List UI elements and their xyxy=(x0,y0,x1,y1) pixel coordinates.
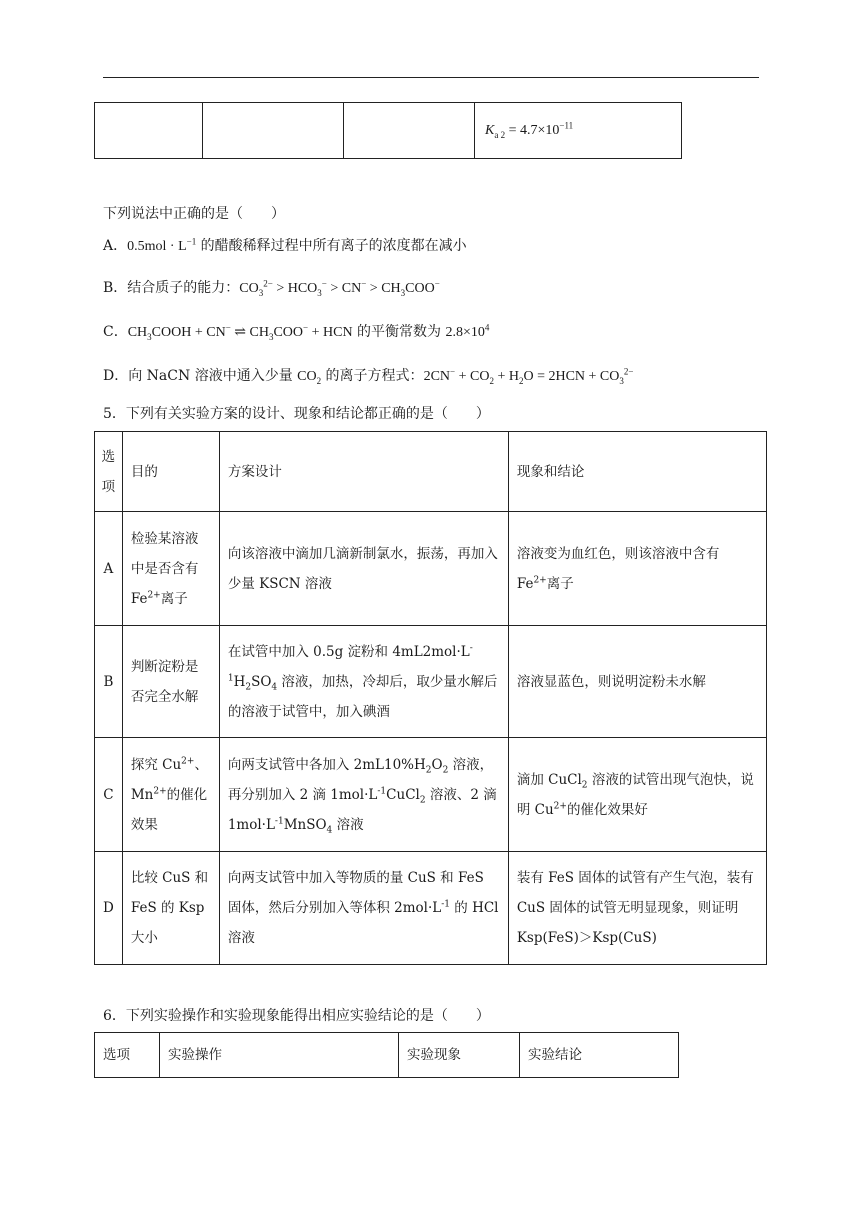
ka2-cell: $K_{a 2} = 4.7\times 10^{-11}$ xyxy=(475,103,682,159)
result-cell: 溶液显蓝色，则说明淀粉未水解 xyxy=(508,626,766,738)
header-result: 现象和结论 xyxy=(508,432,766,512)
purpose-cell: 比较 CuS 和 FeS 的 Ksp 大小 xyxy=(122,852,219,965)
table-row xyxy=(95,512,767,626)
result-cell: 滴加 CuCl$_2$ 溶液的试管出现气泡快，说明 $Cu^{2+}$的催化效果好 xyxy=(508,738,766,852)
table-row xyxy=(95,626,767,738)
table-header-row xyxy=(95,432,767,512)
header-option: 选项 xyxy=(95,432,123,512)
result-cell: 溶液变为血红色，则该溶液中含有 $Fe^{2+}$离子 xyxy=(508,512,766,626)
q4-option-b[interactable]: B．结合质子的能力：$CO_3^{2-} > HCO_3^- > CN^- > CH_3COO^-$ xyxy=(103,278,440,298)
header-option: 选项 xyxy=(95,1033,160,1078)
result-cell: 装有 FeS 固体的试管有产生气泡，装有 CuS 固体的试管无明显现象，则证明 Ksp(FeS)＞Ksp(CuS) xyxy=(508,852,766,965)
header-purpose: 目的 xyxy=(122,432,219,512)
table-row xyxy=(95,738,767,852)
table-row xyxy=(95,852,767,965)
header-conclusion: 实验结论 xyxy=(520,1033,679,1078)
header-phenomenon: 实验现象 xyxy=(399,1033,520,1078)
header-rule xyxy=(103,77,759,78)
purpose-cell: 检验某溶液中是否含有 $Fe^{2+}$离子 xyxy=(122,512,219,626)
option-label: D xyxy=(95,852,123,965)
empty-cell xyxy=(344,103,475,159)
q6-stem: 6．下列实验操作和实验现象能得出相应实验结论的是（ ） xyxy=(103,1008,490,1024)
q5-stem: 5．下列有关实验方案的设计、现象和结论都正确的是（ ） xyxy=(103,406,490,422)
header-design: 方案设计 xyxy=(219,432,508,512)
purpose-cell: 探究 $Cu^{2+}$、$Mn^{2+}$的催化效果 xyxy=(122,738,219,852)
ka-table-fragment xyxy=(94,102,682,159)
q4-option-a[interactable]: A．$0.5mol \cdot L^{-1}$ 的醋酸稀释过程中所有离子的浓度都在减小 xyxy=(103,236,467,254)
header-operation: 实验操作 xyxy=(160,1033,399,1078)
q4-option-c[interactable]: C．$CH_3COOH + CN^-$ ⇌ $CH_3COO^-$ + HCN 的平衡常数为 $2.8\times 10^4$ xyxy=(103,322,490,342)
purpose-cell: 判断淀粉是否完全水解 xyxy=(122,626,219,738)
q5-table xyxy=(94,431,767,965)
option-label: C xyxy=(95,738,123,852)
empty-cell xyxy=(95,103,203,159)
q4-stem: 下列说法中正确的是（ ） xyxy=(103,206,285,222)
design-cell: 向两支试管中加入等物质的量 CuS 和 FeS 固体，然后分别加入等体积 $2mol\cdot L^{-1}$ 的 HCl 溶液 xyxy=(219,852,508,965)
option-label: A xyxy=(95,512,123,626)
q4-option-d[interactable]: D．向 NaCN 溶液中通入少量 $CO_2$ 的离子方程式：$2CN^- + CO_2 + H_2O = 2HCN + CO_3^{2-}$ xyxy=(103,366,634,386)
empty-cell xyxy=(203,103,344,159)
design-cell: 向两支试管中各加入 $2mL10\%H_2O_2$ 溶液，再分别加入 2 滴 $1mol\cdot L^{-1}CuCl_2$ 溶液、2 滴 $1mol\cdot L^{-1}MnSO_4$ 溶液 xyxy=(219,738,508,852)
table-header-row xyxy=(95,1033,679,1078)
design-cell: 在试管中加入 0.5g 淀粉和 $4mL2mol\cdot L^{-1}H_2SO_4$ 溶液，加热，冷却后，取少量水解后的溶液于试管中，加入碘酒 xyxy=(219,626,508,738)
option-label: B xyxy=(95,626,123,738)
q6-table xyxy=(94,1032,679,1078)
design-cell: 向该溶液中滴加几滴新制氯水，振荡，再加入少量 KSCN 溶液 xyxy=(219,512,508,626)
